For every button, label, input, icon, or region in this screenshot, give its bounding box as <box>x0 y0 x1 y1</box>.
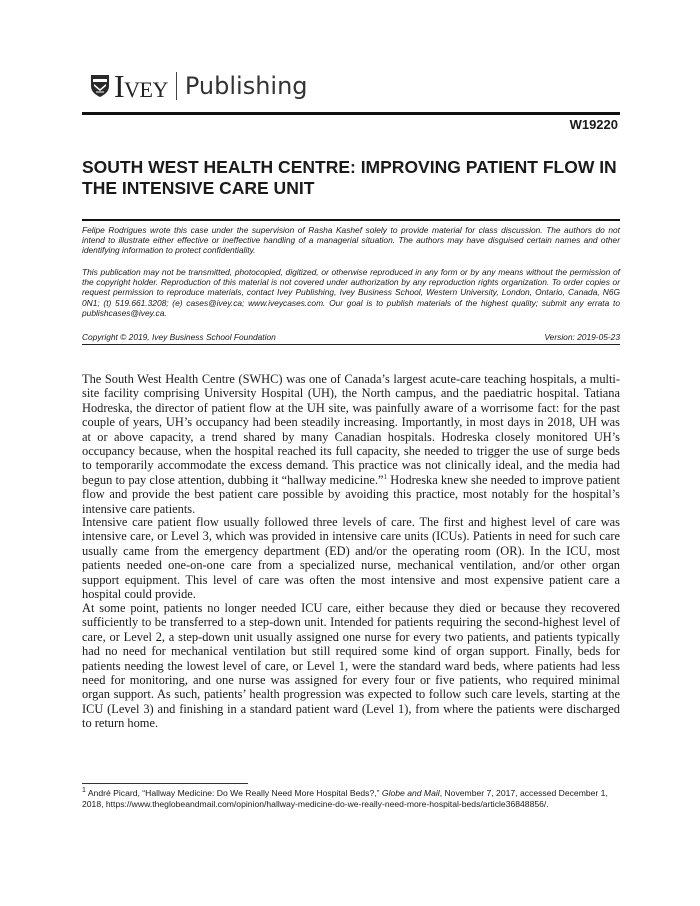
publishing-wordmark: Publishing <box>184 72 308 100</box>
body-paragraph-2: Intensive care patient flow usually followed three levels of care. The first and highest level of care was intensive care, or Level 3, which was provided in intensive care units (ICUs). Patients in need for such care usually came from the emergency department (ED) and/or the operating room (OR). In the ICU, most patients needed one-on-one care from a specialized nurse, mechanical ventilation, and/or other organ support equipment. This level of care was often the most intensive and most expensive patient care a hospital could provide. <box>82 515 620 602</box>
notice-bottom-rule <box>82 344 620 345</box>
authorship-notice: Felipe Rodrigues wrote this case under the supervision of Rasha Kashef solely to provide material for class discussion. The authors do not intend to illustrate either effective or ineffective handling of a managerial situation. The authors may have disguised certain names and other identifying information to protect confidentiality. <box>82 225 620 256</box>
ivey-wordmark: Ivey <box>114 68 168 104</box>
copyright-row <box>82 332 620 342</box>
case-number: W19220 <box>569 117 618 132</box>
body-paragraph-1: The South West Health Centre (SWHC) was one of Canada’s largest acute-care teaching hospitals, a multi-site facility comprising University Hospital (UH), the North campus, and the paediatric hospital. Tatiana Hodreska, the director of patient flow at the UH site, was painfully aware of a worrisome fact: for the past couple of years, UH’s occupancy had been steadily increasing. Importantly, in most days in 2018, UH was at or above capacity, a trend shared by many Canadian hospitals. Hodreska closely monitored UH’s occupancy because, when the hospital reached its full capacity, she needed to trigger the use of surge beds to temporarily accommodate the excess demand. This practice was not clinically ideal, and the media had begun to pay close attention, dubbing it “hallway medicine.”$^1$ Hodreska knew she needed to improve patient flow and provide the best patient care possible by avoiding this practice, most notably for the hospital’s intensive care patients. <box>82 372 620 516</box>
body-paragraph-3: At some point, patients no longer needed ICU care, either because they died or because they recovered sufficiently to be transferred to a step-down unit. Intended for patients requiring the second-highest level of care, or Level 2, a step-down unit usually assigned one nurse for every two patients, and patients typically had no need for mechanical ventilation but still required some kind of organ support. Finally, beds for patients needing the lowest level of care, or Level 1, were the standard ward beds, where patients had less need for monitoring, and one nurse was assigned for every four or five patients, who required minimal organ support. As such, patients’ health progression was expected to follow such care levels, starting at the ICU (Level 3) and finishing in a standard patient ward (Level 1), from where the patients were discharged to return home. <box>82 601 620 731</box>
notice-top-rule <box>82 219 620 221</box>
footnote-separator <box>82 783 248 784</box>
header-rule <box>82 112 620 115</box>
case-title: SOUTH WEST HEALTH CENTRE: IMPROVING PATIENT FLOW IN THE INTENSIVE CARE UNIT <box>82 157 617 198</box>
copyright-text: Copyright © 2019, Ivey Business School Foundation <box>82 332 276 342</box>
permissions-notice: This publication may not be transmitted, photocopied, digitized, or otherwise reproduced in any form or by any means without the permission of the copyright holder. Reproduction of this material is not covered under authorization by any reproduction rights organization. To order copies or request permission to reproduce materials, contact Ivey Publishing, Ivey Business School, Western University, London, Ontario, Canada, N6G 0N1; (t) 519.661.3208; (e) cases@ivey.ca; www.iveycases.com. Our goal is to publish materials of the highest quality; submit any errata to publishcases@ivey.ca. <box>82 267 620 318</box>
footnote-ref[interactable]: 1 <box>383 472 388 481</box>
ivey-publishing-logo <box>90 68 308 104</box>
footnote-publication: Globe and Mail <box>381 788 440 798</box>
logo-divider <box>176 72 177 100</box>
version-text: Version: 2019-05-23 <box>544 332 620 342</box>
footnote: $^1$ André Picard, “Hallway Medicine: Do We Really Need More Hospital Beds?,” Globe and Mail, November 7, 2017, accessed December 1, 2018, https://www.theglobeandmail.com/opinion/hallway-medicine-do-we-really-need-more-hospital-beds/article36848856/. <box>82 787 608 809</box>
ivey-crest-icon <box>90 74 110 98</box>
